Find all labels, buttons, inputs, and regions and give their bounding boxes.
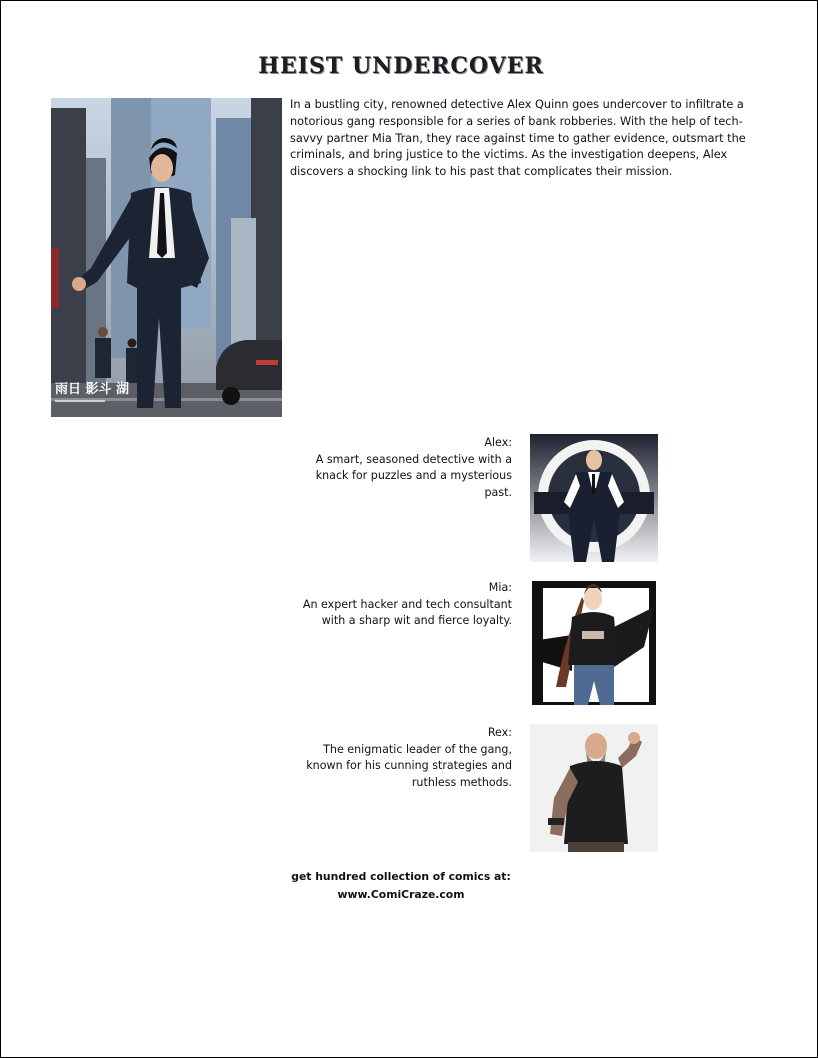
character-name: Alex: bbox=[484, 436, 512, 449]
alex-portrait-icon bbox=[530, 434, 658, 562]
character-alex bbox=[286, 435, 512, 501]
character-description: An expert hacker and tech consultant with a sharp wit and fierce loyalty. bbox=[302, 597, 512, 627]
character-name: Rex: bbox=[487, 726, 512, 739]
character-mia-image bbox=[530, 579, 658, 707]
character-mia bbox=[286, 580, 512, 630]
synopsis-text: In a bustling city, renowned detective Alex Quinn goes undercover to infiltrate a notorious gang responsible for a series of bank robberies. With the help of tech-savvy partner Mia Tran, they race against time to gather evidence, outsmart the criminals, and bring justice to the victims. As the investigation deepens, Alex discovers a shocking link to his past that complicates their mission. bbox=[290, 98, 746, 179]
character-alex-image bbox=[530, 434, 658, 562]
character-description: A smart, seasoned detective with a knack for puzzles and a mysterious past. bbox=[315, 452, 512, 499]
character-rex-image bbox=[530, 724, 658, 852]
character-rex bbox=[286, 725, 512, 791]
character-name: Mia: bbox=[488, 581, 512, 594]
cover-image bbox=[51, 98, 282, 417]
footer-website-link[interactable]: www.ComiCraze.com bbox=[337, 887, 465, 901]
footer-line-1: get hundred collection of comics at: bbox=[291, 870, 511, 883]
page-title: HEIST UNDERCOVER bbox=[258, 53, 544, 79]
svg-text:雨日 影斗 湖: 雨日 影斗 湖 bbox=[55, 382, 130, 397]
mia-portrait-icon bbox=[530, 579, 658, 707]
rex-portrait-icon bbox=[530, 724, 658, 852]
cover-illustration-icon bbox=[51, 98, 282, 417]
character-description: The enigmatic leader of the gang, known for his cunning strategies and ruthless methods. bbox=[306, 742, 512, 789]
footer-promo bbox=[251, 868, 551, 903]
